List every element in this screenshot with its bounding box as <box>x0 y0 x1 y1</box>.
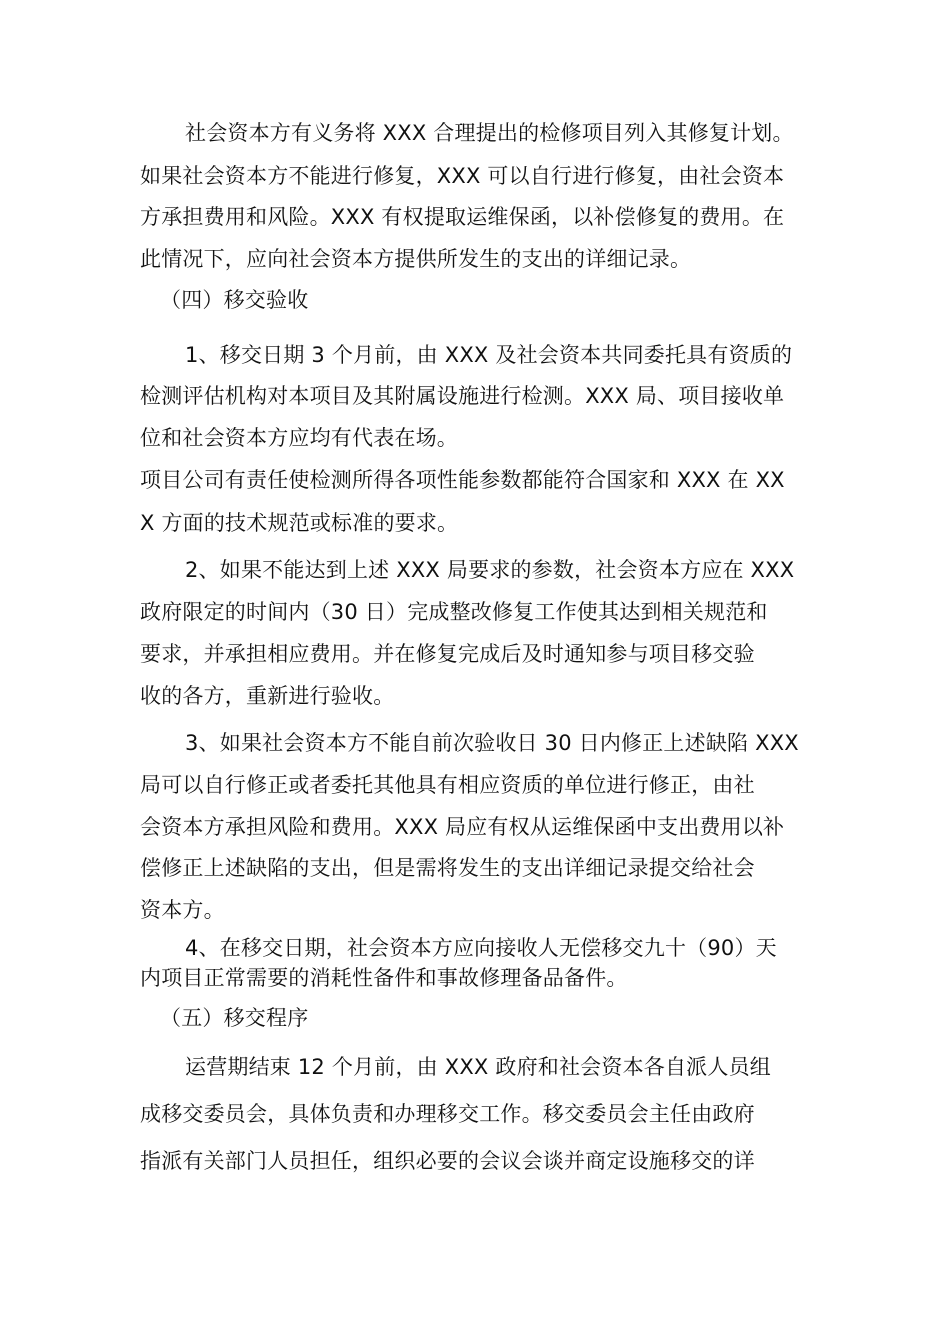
paragraph-line: 1、移交日期 3 个月前，由 XXX 及社会资本共同委托具有资质的 <box>185 343 793 367</box>
paragraph-line: 如果社会资本方不能进行修复，XXX 可以自行进行修复，由社会资本 <box>140 164 785 188</box>
paragraph-line: 成移交委员会，具体负责和办理移交工作。移交委员会主任由政府 <box>140 1102 755 1126</box>
paragraph-line: 会资本方承担风险和费用。XXX 局应有权从运维保函中支出费用以补 <box>140 815 785 839</box>
paragraph-line: X 方面的技术规范或标准的要求。 <box>140 511 459 535</box>
paragraph-line: 局可以自行修正或者委托其他具有相应资质的单位进行修正，由社 <box>140 773 755 797</box>
section-heading: （五）移交程序 <box>160 1006 309 1030</box>
paragraph-line: 社会资本方有义务将 XXX 合理提出的检修项目列入其修复计划。 <box>185 121 794 145</box>
paragraph-line: 方承担费用和风险。XXX 有权提取运维保函，以补偿修复的费用。在 <box>140 205 785 229</box>
paragraph-line: 收的各方，重新进行验收。 <box>140 684 395 708</box>
paragraph-line: 3、如果社会资本方不能自前次验收日 30 日内修正上述缺陷 XXX <box>185 731 799 755</box>
paragraph-line: 检测评估机构对本项目及其附属设施进行检测。XXX 局、项目接收单 <box>140 384 785 408</box>
paragraph-line: 指派有关部门人员担任，组织必要的会议会谈并商定设施移交的详 <box>140 1149 755 1173</box>
paragraph-line: 偿修正上述缺陷的支出，但是需将发生的支出详细记录提交给社会 <box>140 856 755 880</box>
paragraph-line: 4、在移交日期，社会资本方应向接收人无偿移交九十（90）天 <box>185 936 777 960</box>
paragraph-line: 资本方。 <box>140 898 225 922</box>
paragraph-line: 政府限定的时间内（30 日）完成整改修复工作使其达到相关规范和 <box>140 600 768 624</box>
paragraph-line: 此情况下，应向社会资本方提供所发生的支出的详细记录。 <box>140 247 692 271</box>
paragraph-line: 项目公司有责任使检测所得各项性能参数都能符合国家和 XXX 在 XX <box>140 468 785 492</box>
paragraph-line: 要求，并承担相应费用。并在修复完成后及时通知参与项目移交验 <box>140 642 755 666</box>
paragraph-line: 位和社会资本方应均有代表在场。 <box>140 426 458 450</box>
paragraph-line: 2、如果不能达到上述 XXX 局要求的参数，社会资本方应在 XXX <box>185 558 795 582</box>
section-heading: （四）移交验收 <box>160 288 309 312</box>
paragraph-line: 内项目正常需要的消耗性备件和事故修理备品备件。 <box>140 966 628 990</box>
paragraph-line: 运营期结束 12 个月前，由 XXX 政府和社会资本各自派人员组 <box>185 1055 771 1079</box>
